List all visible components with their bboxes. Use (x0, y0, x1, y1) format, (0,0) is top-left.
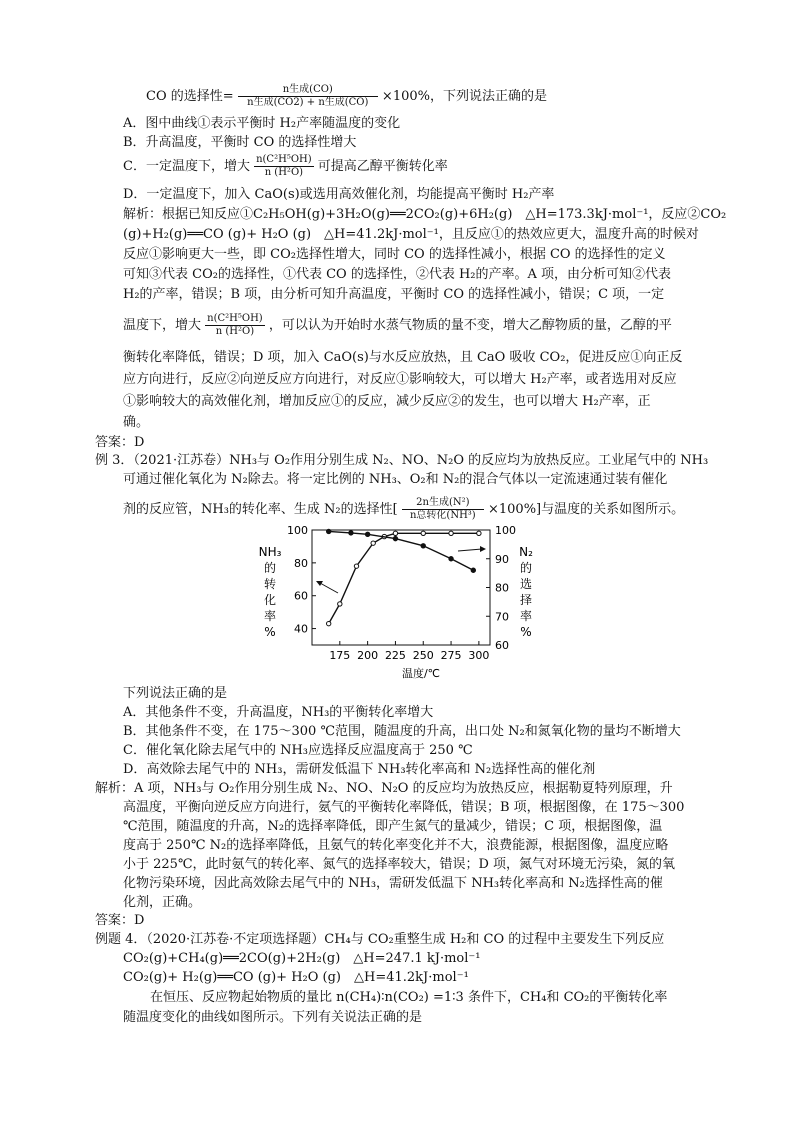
q3-option-a: A．其他条件不变，升高温度，NH₃的平衡转化率增大 (123, 705, 434, 720)
q4-reaction-1: CO₂(g)+CH₄(g)══2CO(g)+2H₂(g) △H=247.1 kJ·mol⁻¹ (123, 951, 481, 966)
y-left-label-char: % (264, 625, 276, 639)
y-right-tick-label: 70 (495, 610, 509, 624)
q2-option-d: D．一定温度下，加入 CaO(s)或选用高效催化剂，均能提高平衡时 H₂产率 (123, 187, 555, 202)
q3-analysis-6: 化物污染环境，因此高效除去尾气中的 NH₃，需研发低温下 NH₃转化率高和 N₂选择性高的催 (123, 876, 663, 891)
selectivity-fraction: $\frac{\text{2n生成(N²)}}{\text{n总转化(NH³)}}$ (402, 497, 484, 522)
data-point (449, 557, 453, 561)
q3-line-2: 可通过催化氧化为 N₂除去。将一定比例的 NH₃、O₂和 N₂的混合气体以一定流速通过装有催化 (123, 472, 668, 487)
x-tick-label: 300 (468, 649, 490, 662)
q2-analysis-2: (g)+H₂(g)══CO (g)+ H₂O (g) △H=41.2kJ·mol⁻¹，且反应①的热效应更大，温度升高的时候对 (123, 227, 699, 242)
data-point (449, 531, 453, 535)
y-right-tick-label: 100 (495, 524, 516, 537)
q2-analysis-1: 解析：根据已知反应①C₂H₅OH(g)+3H₂O(g)══2CO₂(g)+6H₂(g) △H=173.3kJ·mol⁻¹，反应②CO₂ (123, 207, 727, 222)
y-left-tick-label: 100 (287, 524, 308, 537)
x-tick-label: 250 (412, 649, 434, 662)
y-right-label-char: 选 (519, 577, 533, 591)
data-point (326, 621, 330, 625)
y-left-label-char: 的 (263, 561, 277, 575)
ratio-fraction: $\frac{\text{n(C²H⁵OH)}}{\text{n (H²O)}}$ (256, 154, 312, 178)
q4-condition-2: 随温度变化的曲线如图所示。下列有关说法正确的是 (123, 1010, 423, 1025)
nh3-conversion-chart (250, 520, 550, 685)
q3-option-b: B．其他条件不变，在 175～300 ℃范围，随温度的升高，出口处 N₂和氮氧化物的量均不断增大 (123, 724, 681, 739)
q2-option-a: A．图中曲线①表示平衡时 H₂产率随温度的变化 (123, 116, 401, 131)
x-tick-label: 275 (440, 649, 462, 662)
q3-answer: 答案：D (95, 913, 145, 928)
data-point (471, 568, 475, 572)
ratio-fraction-analysis: $\frac{\text{n(C²H⁵OH)}}{\text{n (H²O)}}$ (207, 313, 263, 337)
q3-analysis-5: 小于 225℃，此时氨气的转化率、氮气的选择率较大，错误；D 项，氮气对环境无污染，氮的氧 (123, 857, 676, 872)
q2-answer: 答案：D (95, 435, 145, 450)
y-right-label-char: 率 (519, 609, 533, 623)
q2-analysis-6: 温度下，增大 $\frac{\text{n(C²H⁵OH)}}{\text{n (H²O)}}$ ，可以认为开始时水蒸气物质的量不变，增大乙醇物质的量，乙醇的平 (123, 313, 672, 337)
y-right-label-char: 择 (519, 593, 533, 607)
q3-ask: 下列说法正确的是 (123, 686, 228, 701)
data-point (421, 544, 425, 548)
plot-frame (312, 530, 490, 645)
y-right-label-char: N₂ (519, 545, 533, 559)
data-point (421, 531, 425, 535)
data-point (393, 536, 397, 540)
y-left-tick-label: 60 (294, 589, 308, 603)
q3-option-d: D．高效除去尾气中的 NH₃，需研发低温下 NH₃转化率高和 N₂选择性高的催化剂 (123, 762, 596, 777)
data-point (338, 602, 342, 606)
y-left-tick-label: 80 (294, 556, 308, 570)
q4-title: 例题 4．（2020·江苏卷·不定项选择题）CH₄与 CO₂重整生成 H₂和 CO 的过程中主要发生下列反应 (95, 932, 665, 947)
q3-option-c: C．催化氧化除去尾气中的 NH₃应选择反应温度高于 250 ℃ (123, 743, 473, 758)
q2-option-b: B．升高温度，平衡时 CO 的选择性增大 (123, 135, 357, 150)
co-selectivity-fraction: $\frac{\text{n生成(CO)}}{\text{n生成(CO2) + n生成(CO)}}$ (238, 84, 378, 109)
q2-analysis-3: 反应①影响更大一些，即 CO₂选择性增大，同时 CO 的选择性减小，根据 CO 的选择性的定义 (123, 247, 666, 262)
y-right-tick-label: 80 (495, 581, 509, 595)
y-right-tick-label: 90 (495, 552, 509, 566)
y-right-label-char: % (520, 625, 532, 639)
q2-analysis-10: 确。 (123, 415, 150, 430)
x-tick-label: 175 (329, 649, 351, 662)
co-selectivity-line: CO 的选择性= $\frac{\text{n生成(CO)}}{\text{n生成(CO2) + n生成(CO)}}$ ×100%，下列说法正确的是 (146, 84, 547, 108)
data-point (365, 532, 369, 536)
q3-analysis-1: 解析：A 项，NH₃与 O₂作用分别生成 N₂、NO、N₂O 的反应均为放热反应，根据勒夏特列原理，升 (95, 781, 673, 796)
arrow-to-left-axis (320, 583, 338, 593)
q3-analysis-4: 度高于 250℃ N₂的选择率降低，且氨气的转化率变化并不大，浪费能源，根据图像，温度应略 (123, 838, 669, 853)
series-line-n2-selectivity (329, 531, 474, 570)
x-axis-label: 温度/℃ (401, 667, 441, 680)
data-point (393, 531, 397, 535)
y-left-label-char: 化 (263, 593, 277, 607)
q3-title: 例 3．（2021·江苏卷）NH₃与 O₂作用分别生成 N₂、NO、N₂O 的反应均为放热反应。工业尾气中的 NH₃ (95, 453, 709, 468)
data-point (326, 529, 330, 533)
y-right-tick-label: 60 (495, 639, 509, 652)
data-point (477, 531, 481, 535)
data-point (349, 531, 353, 535)
q2-analysis-4: 可知③代表 CO₂的选择性，①代表 CO 的选择性，②代表 H₂的产率。A 项，由分析可知②代表 (123, 267, 672, 282)
q2-analysis-5: H₂的产率，错误；B 项，由分析可知升高温度，平衡时 CO 的选择性减小，错误；C 项，一定 (123, 287, 665, 302)
arrow-to-right-axis (458, 549, 482, 551)
y-left-tick-label: 40 (294, 622, 308, 636)
data-point (371, 541, 375, 545)
q2-analysis-9: ①影响较大的高效催化剂，增加反应①的反应，减少反应②的发生，也可以增大 H₂产率，正 (123, 394, 651, 409)
y-left-label-char: 转 (263, 577, 277, 591)
y-left-label-char: NH₃ (258, 545, 282, 559)
x-tick-label: 225 (384, 649, 406, 662)
y-left-label-char: 率 (263, 609, 277, 623)
q3-line-3: 剂的反应管，NH₃的转化率、生成 N₂的选择性[ $\frac{\text{2n生成(N²)}}{\text{n总转化(NH³)}}$ ×100%]与温度的关系如图所示。 (123, 497, 685, 521)
y-right-label-char: 的 (519, 561, 533, 575)
q2-option-c: C．一定温度下，增大 $\frac{\text{n(C²H⁵OH)}}{\text{n (H²O)}}$ 可提高乙醇平衡转化率 (123, 154, 448, 178)
arrowhead-left (316, 581, 323, 586)
data-point (354, 564, 358, 568)
q2-analysis-8: 应方向进行，反应②向逆反应方向进行，对反应①影响较大，可以增大 H₂产率，或者选用对反应 (123, 372, 677, 387)
series-line-nh3-conversion (329, 533, 479, 623)
q3-analysis-2: 高温度，平衡向逆反应方向进行，氨气的平衡转化率降低，错误；B 项，根据图像，在 175～300 (123, 800, 685, 815)
arrowhead-right (480, 546, 486, 552)
q3-analysis-7: 化剂，正确。 (123, 895, 202, 910)
q4-reaction-2: CO₂(g)+ H₂(g)══CO (g)+ H₂O (g) △H=41.2kJ·mol⁻¹ (123, 970, 469, 985)
q2-analysis-7: 衡转化率降低，错误；D 项，加入 CaO(s)与水反应放热，且 CaO 吸收 CO₂，促进反应①向正反 (123, 350, 683, 365)
x-tick-label: 200 (357, 649, 379, 662)
q3-analysis-3: ℃范围，随温度的升高，N₂的选择率降低，即产生氮气的量减少，错误；C 项，根据图像，温 (123, 819, 663, 834)
q4-condition: 在恒压、反应物起始物质的量比 n(CH₄)∶n(CO₂) =1∶3 条件下，CH₄和 CO₂的平衡转化率 (150, 990, 668, 1005)
